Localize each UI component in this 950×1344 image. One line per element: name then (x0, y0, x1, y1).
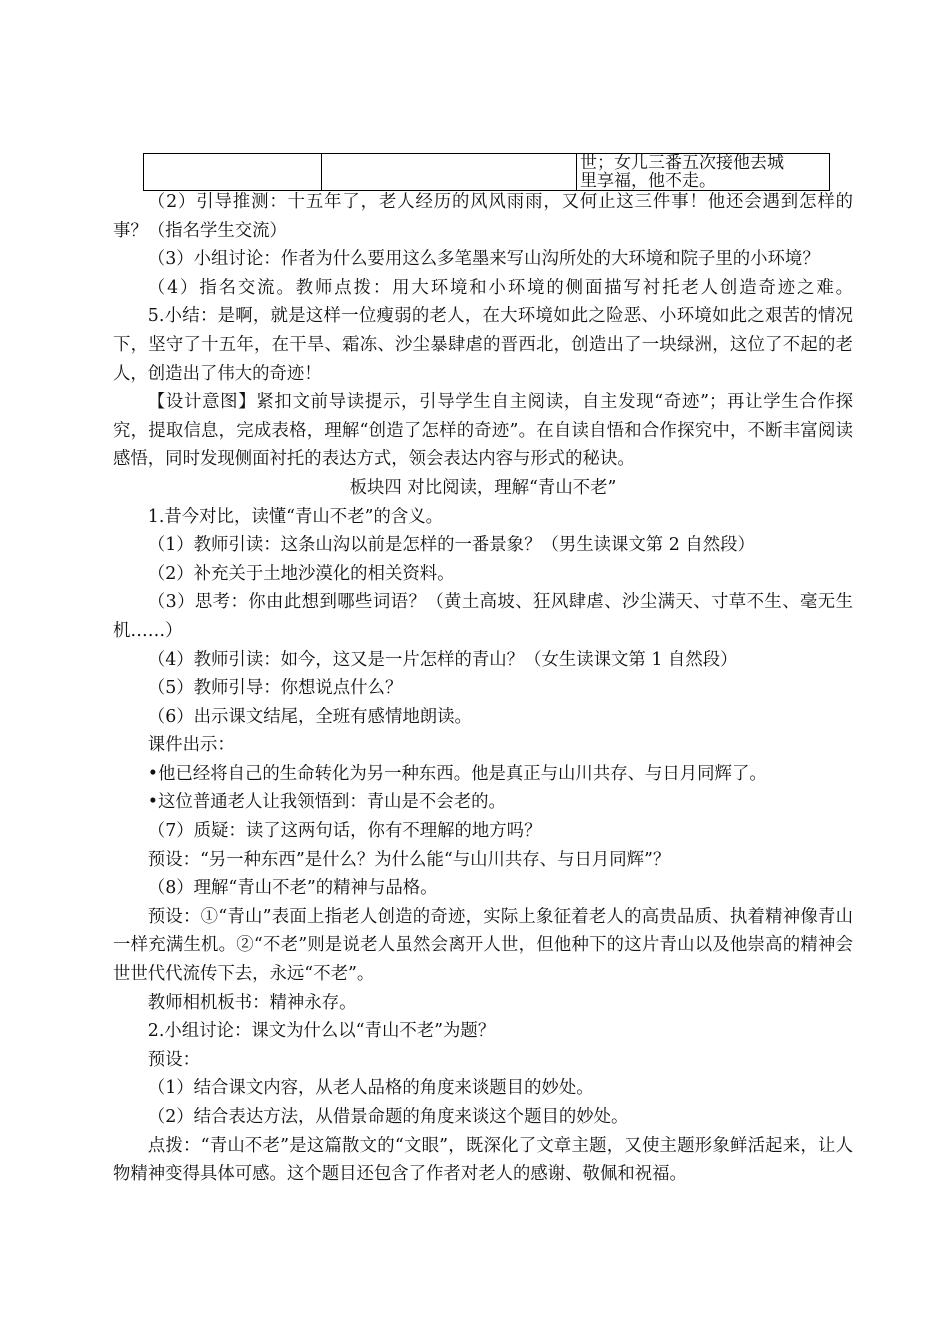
bullet-item-2: •这位普通老人让我领悟到：青山是不会老的。 (147, 792, 506, 813)
paragraph-item-4: （4）教师引读：如今，这又是一片怎样的青山？（女生读课文第 1 自然段） (147, 649, 738, 670)
table-row (144, 154, 830, 191)
paragraph-preset-2: 预设：①“青山”表面上指老人创造的奇迹，实际上象征着老人的高贵品质、执着精神像青山一样充满生机。②“不老”则是说老人虽然会离开人世，但他种下的这片青山以及他崇高的精神会世世代代流传下去，永远“不老”。 (113, 906, 853, 985)
table-cell-line-2: 里享福，他不走。 (580, 171, 716, 191)
paragraph-item-3: （3）思考：你由此想到哪些词语？（黄土高坡、狂风肆虐、沙尘满天、寸草不生、毫无生机……） (113, 592, 853, 641)
paragraph-item-2: （2）补充关于土地沙漠化的相关资料。 (147, 563, 455, 584)
paragraph-point-1: （1）结合课文内容，从老人品格的角度来谈题目的妙处。 (147, 1078, 594, 1099)
table-cell-line-1: 世；女儿三番五次接他去城 (580, 153, 784, 173)
paragraph-item-1: （1）教师引读：这条山沟以前是怎样的一番景象？（男生读课文第 2 自然段） (147, 535, 755, 556)
section-heading: 板块四 对比阅读，理解“青山不老” (349, 477, 617, 498)
document-body (113, 188, 853, 1189)
paragraph-preset-3: 预设： (147, 1049, 200, 1070)
paragraph-item-6: （6）出示课文结尾，全班有感情地朗读。 (147, 706, 472, 727)
paragraph-step-1: 1.昔今对比，读懂“青山不老”的含义。 (147, 506, 444, 527)
paragraph-board-note: 教师相机板书：精神永存。 (147, 992, 357, 1013)
paragraph-item-5: （5）教师引导：你想说点什么？ (147, 678, 403, 699)
paragraph-teacher-guidance: （4）指名交流。教师点拨：用大环境和小环境的侧面描写衬托老人创造奇迹之难。 (147, 277, 853, 298)
paragraph-preset-1: 预设：“另一种东西”是什么？为什么能“与山川共存、与日月同辉”？ (147, 849, 671, 870)
paragraph-summary: 5.小结：是啊，就是这样一位瘦弱的老人，在大环境如此之险恶、小环境如此之艰苦的情况下，坚守了十五年，在干旱、霜冻、沙尘暴肆虐的晋西北，创造出了一块绿洲，这位了不起的老人，创造出了伟大的奇迹！ (113, 306, 853, 384)
table-cell-text (577, 154, 830, 191)
paragraph-design-intent: 【设计意图】紧扣文前导读提示，引导学生自主阅读，自主发现“奇迹”；再让学生合作探究，提取信息，完成表格，理解“创造了怎样的奇迹”。在自读自悟和合作探究中，不断丰富阅读感悟，同时发现侧面衬托的表达方式，领会表达内容与形式的秘诀。 (113, 392, 853, 470)
paragraph-item-7: （7）质疑：读了这两句话，你有不理解的地方吗？ (147, 821, 542, 842)
table-cell-empty-2 (322, 154, 577, 191)
continued-table (143, 153, 830, 191)
paragraph-courseware: 课件出示： (147, 735, 235, 756)
paragraph-guess: （2）引导推测：十五年了，老人经历的风风雨雨，又何止这三件事！他还会遇到怎样的事？（指名学生交流） (113, 192, 853, 241)
paragraph-step-2: 2.小组讨论：课文为什么以“青山不老”为题？ (147, 1021, 496, 1042)
paragraph-conclusion: 点拨：“青山不老”是这篇散文的“文眼”，既深化了文章主题，又使主题形象鲜活起来，让人物精神变得具体可感。这个题目还包含了作者对老人的感谢、敬佩和祝福。 (113, 1135, 853, 1185)
paragraph-point-2: （2）结合表达方法，从借景命题的角度来谈这个题目的妙处。 (147, 1107, 629, 1127)
bullet-item-1: •他已经将自己的生命转化为另一种东西。他是真正与山川共存、与日月同辉了。 (147, 763, 767, 784)
paragraph-item-8: （8）理解“青山不老”的精神与品格。 (147, 878, 438, 899)
table-cell-empty-1 (144, 154, 322, 191)
paragraph-group-discussion: （3）小组讨论：作者为什么要用这么多笔墨来写山沟所处的大环境和院子里的小环境？ (147, 249, 820, 270)
